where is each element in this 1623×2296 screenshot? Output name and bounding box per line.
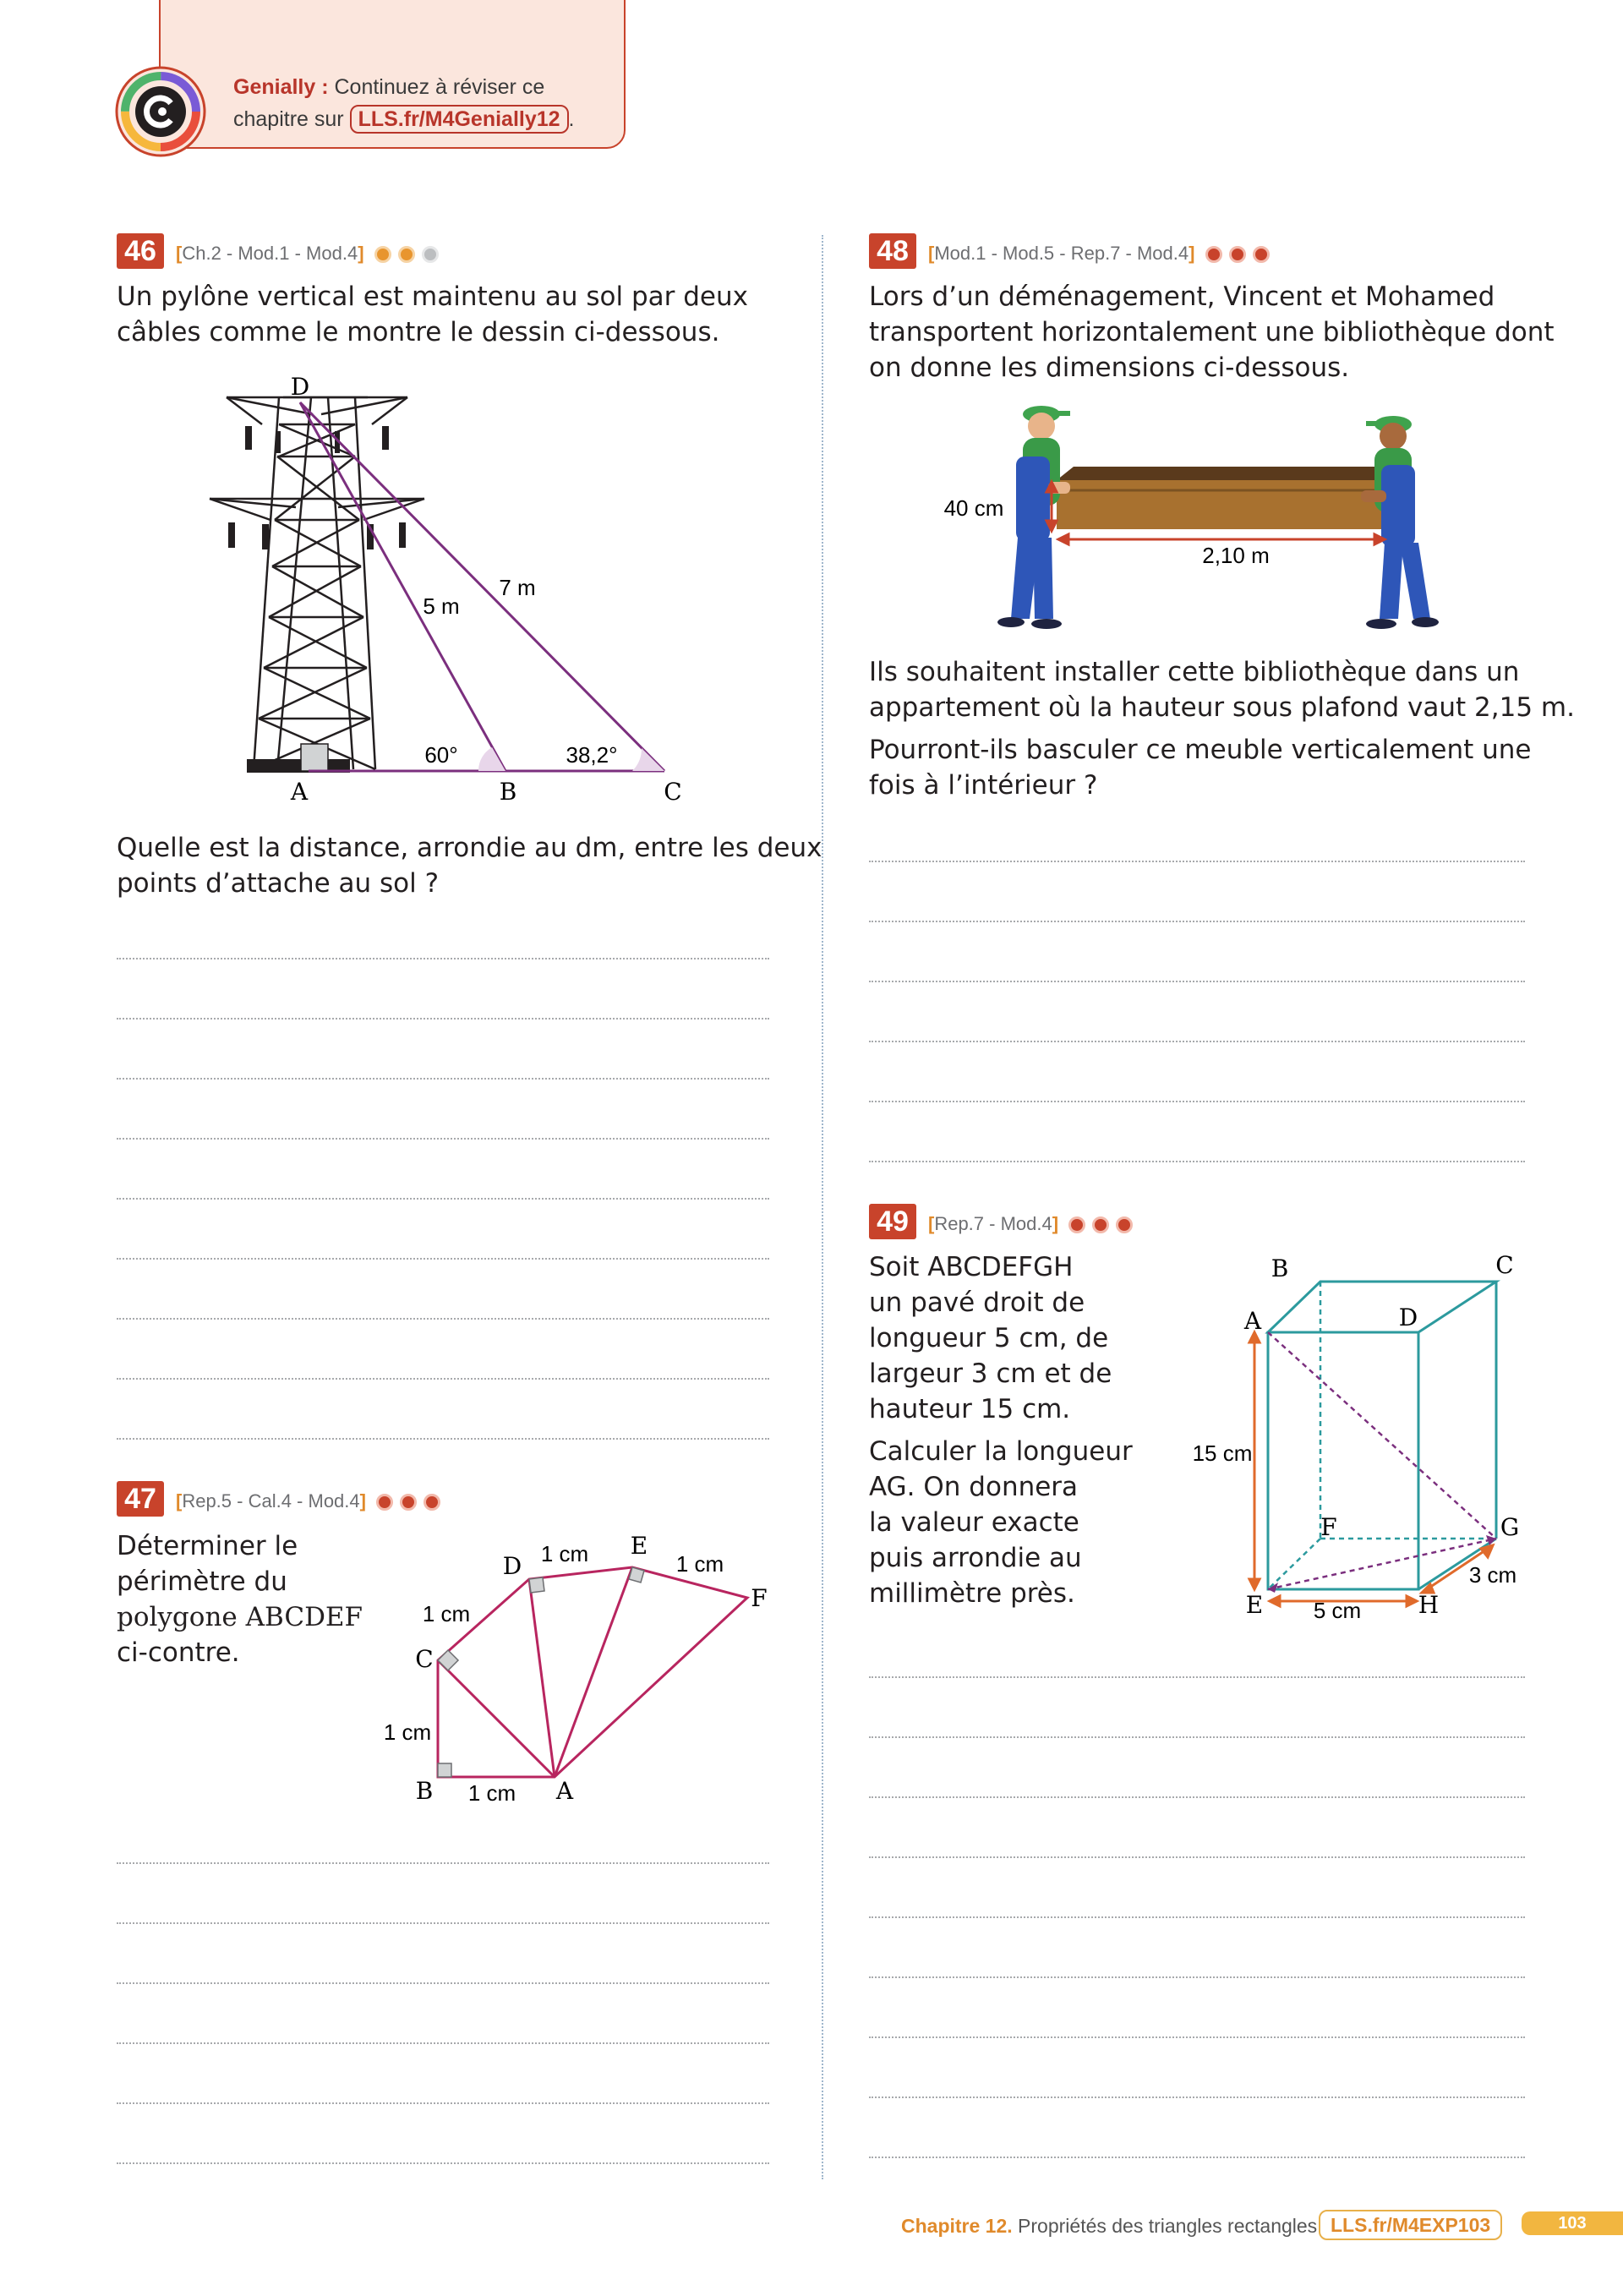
length-ab-label: 1 cm xyxy=(467,1780,516,1806)
length-bc-label: 1 cm xyxy=(383,1719,432,1745)
point-f-label: F xyxy=(751,1584,768,1612)
movers-figure xyxy=(930,389,1488,642)
length-label: 5 cm xyxy=(1313,1598,1362,1623)
point-b-label: B xyxy=(499,778,517,806)
footer-chapter-number: Chapitre 12. xyxy=(901,2215,1013,2237)
answer-line[interactable] xyxy=(869,1856,1525,1858)
point-a-label: A xyxy=(1243,1307,1262,1335)
exercise-46-tag-text: Ch.2 - Mod.1 - Mod.4 xyxy=(182,243,358,264)
exercise-47-number: 47 xyxy=(117,1481,164,1517)
difficulty-dot-icon xyxy=(376,1494,393,1511)
point-g-label: G xyxy=(1500,1513,1520,1541)
footer-chapter-title: Propriétés des triangles rectangles xyxy=(1018,2215,1318,2237)
answer-line[interactable] xyxy=(869,1736,1525,1738)
width-label: 3 cm xyxy=(1468,1562,1517,1588)
length-db-label: 5 m xyxy=(423,593,460,619)
angle-c-arc xyxy=(632,748,664,771)
exercise-49-line: millimètre près. xyxy=(869,1578,1075,1609)
exercise-49-line: AG. On donnera xyxy=(869,1472,1079,1502)
difficulty-dot-icon xyxy=(1092,1216,1109,1233)
angle-b-arc xyxy=(478,747,505,771)
exercise-47-line: périmètre du xyxy=(117,1566,287,1597)
exercise-49-line: hauteur 15 cm. xyxy=(869,1394,1071,1424)
pylon-figure xyxy=(186,372,710,812)
answer-line[interactable] xyxy=(869,1161,1525,1162)
exercise-46-question-line: points d’attache au sol ? xyxy=(117,868,440,899)
exercise-46-intro-line: Un pylône vertical est maintenu au sol par deux xyxy=(117,282,748,312)
answer-line[interactable] xyxy=(117,1018,769,1020)
genially-text xyxy=(233,71,575,135)
exercise-46-question xyxy=(117,830,822,901)
angle-c-label: 38,2° xyxy=(566,742,618,768)
exercise-48-question-line: Ils souhaitent installer cette bibliothèque dans un xyxy=(869,657,1520,687)
point-e-label: E xyxy=(630,1532,648,1560)
length-ef-label: 1 cm xyxy=(675,1551,724,1577)
answer-line[interactable] xyxy=(869,861,1525,862)
exercise-48-question xyxy=(869,654,1575,803)
answer-line[interactable] xyxy=(117,2162,769,2164)
point-d-label: D xyxy=(502,1552,522,1580)
column-divider xyxy=(822,235,823,2179)
height-label: 15 cm xyxy=(1192,1440,1253,1466)
height-label: 40 cm xyxy=(943,495,1004,521)
exercise-48-question-line: appartement où la hauteur sous plafond vaut 2,15 m. xyxy=(869,692,1575,723)
footer-chapter xyxy=(901,2215,1317,2238)
segment-ac xyxy=(438,1660,555,1777)
exercise-49-line: largeur 3 cm et de xyxy=(869,1358,1112,1389)
exercise-46-intro xyxy=(117,279,748,350)
exercise-48-question-line: Pourront-ils basculer ce meuble verticalement une xyxy=(869,735,1532,765)
exercise-48-intro-line: Lors d’un déménagement, Vincent et Mohamed xyxy=(869,282,1495,312)
angle-b-label: 60° xyxy=(424,742,458,768)
genially-logo-icon xyxy=(115,66,206,157)
exercise-48-tag-text: Mod.1 - Mod.5 - Rep.7 - Mod.4 xyxy=(934,243,1189,264)
answer-line[interactable] xyxy=(869,1041,1525,1042)
exercise-49-line: la valeur exacte xyxy=(869,1507,1079,1538)
segment-ae xyxy=(555,1567,632,1777)
exercise-48-intro-line: transportent horizontalement une bibliothèque dont xyxy=(869,317,1555,347)
right-angle-marker xyxy=(301,744,328,771)
point-c-label: C xyxy=(664,778,682,806)
answer-line[interactable] xyxy=(117,1862,769,1864)
exercise-48-intro-line: on donne les dimensions ci-dessous. xyxy=(869,353,1350,383)
length-cd-label: 1 cm xyxy=(422,1601,471,1626)
exercise-48-intro xyxy=(869,279,1555,385)
difficulty-dot-icon xyxy=(398,246,415,263)
exercise-49-text xyxy=(869,1249,1133,1611)
exercise-49-tag: [Rep.7 - Mod.4] xyxy=(928,1213,1139,1235)
exercise-49-line: Soit ABCDEFGH xyxy=(869,1252,1074,1282)
answer-line[interactable] xyxy=(869,1796,1525,1798)
difficulty-dot-icon xyxy=(400,1494,417,1511)
genially-line2: chapitre sur xyxy=(233,107,344,131)
answer-line[interactable] xyxy=(117,1198,769,1200)
cable-db xyxy=(300,402,505,771)
exercise-48-tag: [Mod.1 - Mod.5 - Rep.7 - Mod.4] xyxy=(928,243,1276,265)
exercise-47-text xyxy=(117,1528,363,1670)
genially-link[interactable]: LLS.fr/M4Genially12 xyxy=(350,105,569,134)
bookcase-top xyxy=(1057,467,1393,480)
point-d-label: D xyxy=(290,373,310,401)
exercise-49-line: Calculer la longueur xyxy=(869,1436,1133,1467)
difficulty-dot-icon xyxy=(424,1494,440,1511)
polygon-figure xyxy=(363,1522,786,1818)
exercise-46-tag: [Ch.2 - Mod.1 - Mod.4] xyxy=(176,243,445,265)
segment-ad xyxy=(529,1579,555,1777)
footer-link[interactable]: LLS.fr/M4EXP103 xyxy=(1319,2210,1502,2240)
difficulty-dot-icon xyxy=(1253,246,1270,263)
length-dc-label: 7 m xyxy=(499,575,536,600)
answer-line[interactable] xyxy=(117,1982,769,1984)
genially-line1: Continuez à réviser ce xyxy=(334,75,545,99)
point-c-label: C xyxy=(415,1645,434,1673)
cuboid-figure xyxy=(1183,1243,1538,1632)
exercise-47-tag-text: Rep.5 - Cal.4 - Mod.4 xyxy=(182,1490,360,1512)
difficulty-dot-icon xyxy=(1205,246,1222,263)
point-e-label: E xyxy=(1245,1591,1264,1619)
answer-line[interactable] xyxy=(117,1318,769,1320)
pylon-icon xyxy=(210,397,424,769)
exercise-49-number: 49 xyxy=(869,1204,916,1239)
answer-line[interactable] xyxy=(869,1101,1525,1102)
cable-dc xyxy=(300,402,664,771)
length-de-label: 1 cm xyxy=(540,1541,589,1566)
answer-line[interactable] xyxy=(869,981,1525,982)
point-h-label: H xyxy=(1418,1591,1440,1619)
answer-line[interactable] xyxy=(869,921,1525,922)
diagonal-ag xyxy=(1268,1332,1496,1589)
point-b-label: B xyxy=(1271,1255,1289,1282)
exercise-48-question-line: fois à l’intérieur ? xyxy=(869,770,1098,801)
answer-line[interactable] xyxy=(117,1258,769,1260)
difficulty-dot-icon xyxy=(1068,1216,1085,1233)
answer-line[interactable] xyxy=(117,1438,769,1440)
answer-line[interactable] xyxy=(869,1976,1525,1978)
exercise-49-line: puis arrondie au xyxy=(869,1543,1082,1573)
point-a-label: A xyxy=(290,778,309,806)
page-number: 103 xyxy=(1522,2211,1623,2235)
answer-line[interactable] xyxy=(117,2042,769,2044)
exercise-47-line: Déterminer le xyxy=(117,1531,298,1561)
answer-line[interactable] xyxy=(117,1922,769,1924)
point-d-label: D xyxy=(1398,1304,1418,1331)
exercise-47-line: ci-contre. xyxy=(117,1637,240,1668)
difficulty-dot-icon xyxy=(1229,246,1246,263)
exercise-49-line: longueur 5 cm, de xyxy=(869,1323,1109,1353)
difficulty-dot-icon xyxy=(374,246,391,263)
answer-line[interactable] xyxy=(117,1138,769,1140)
point-a-label: B xyxy=(415,1777,434,1805)
point-f-label: F xyxy=(1320,1513,1337,1541)
exercise-46-question-line: Quelle est la distance, arrondie au dm, entre les deux xyxy=(117,833,822,863)
genially-trailing: . xyxy=(568,107,575,131)
answer-line[interactable] xyxy=(117,2102,769,2104)
bookcase-icon xyxy=(1057,480,1386,529)
genially-brand: Genially : xyxy=(233,75,329,99)
length-label: 2,10 m xyxy=(1202,543,1270,568)
answer-line[interactable] xyxy=(117,1078,769,1080)
answer-line[interactable] xyxy=(869,1916,1525,1918)
answer-line[interactable] xyxy=(869,2157,1525,2158)
exercise-49-line: un pavé droit de xyxy=(869,1287,1085,1318)
exercise-46-intro-line: câbles comme le montre le dessin ci-dessous. xyxy=(117,317,720,347)
answer-line[interactable] xyxy=(869,2096,1525,2098)
exercise-46-number: 46 xyxy=(117,233,164,269)
point-c-label: C xyxy=(1495,1251,1514,1279)
answer-line[interactable] xyxy=(869,1676,1525,1678)
answer-line[interactable] xyxy=(869,2036,1525,2038)
answer-line[interactable] xyxy=(117,1378,769,1380)
exercise-47-tag: [Rep.5 - Cal.4 - Mod.4] xyxy=(176,1490,447,1512)
answer-line[interactable] xyxy=(117,958,769,959)
point-b-label: A xyxy=(555,1777,574,1805)
difficulty-dot-icon xyxy=(422,246,439,263)
exercise-49-tag-text: Rep.7 - Mod.4 xyxy=(934,1213,1052,1234)
exercise-48-number: 48 xyxy=(869,233,916,269)
exercise-47-line: polygone ABCDEF xyxy=(117,1602,363,1632)
difficulty-dot-icon xyxy=(1116,1216,1133,1233)
